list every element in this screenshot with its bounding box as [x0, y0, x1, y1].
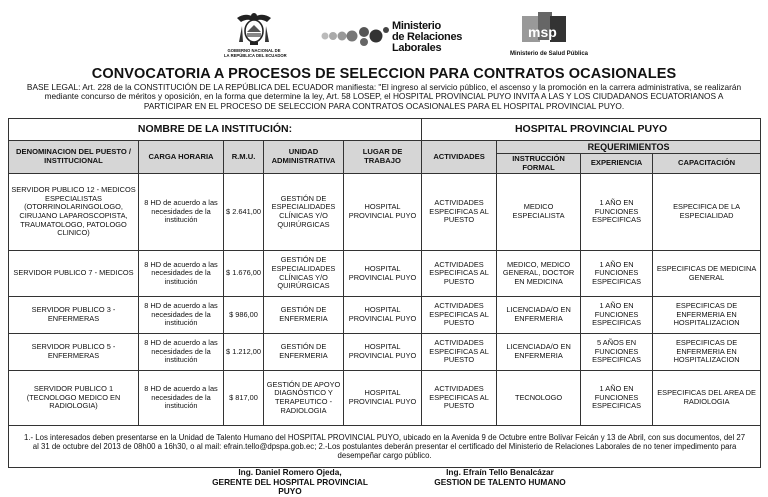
col-actividades: ACTIVIDADES: [422, 141, 497, 174]
cell-puesto: SERVIDOR PUBLICO 1 (TECNOLOGO MEDICO EN RADIOLOGIA): [9, 371, 139, 426]
msp-mark-text: msp: [528, 24, 557, 40]
ministry-health-logo: [510, 12, 589, 57]
cell-instruccion: LICENCIADA/O EN ENFERMERIA: [497, 297, 581, 334]
institution-label: NOMBRE DE LA INSTITUCIÓN:: [9, 119, 422, 141]
cell-capacitacion: ESPECIFICAS DE MEDICINA GENERAL: [653, 251, 761, 297]
cell-actividades: ACTIVIDADES ESPECIFICAS AL PUESTO: [422, 334, 497, 371]
cell-instruccion: MEDICO ESPECIALISTA: [497, 174, 581, 251]
cell-experiencia: 5 AÑOS EN FUNCIONES ESPECIFICAS: [581, 334, 653, 371]
cell-experiencia: 1 AÑO EN FUNCIONES ESPECIFICAS: [581, 297, 653, 334]
cell-rmu: $ 986,00: [224, 297, 264, 334]
institution-row: [9, 119, 761, 141]
cell-instruccion: LICENCIADA/O EN ENFERMERIA: [497, 334, 581, 371]
cell-unidad: GESTIÓN DE ENFERMERIA: [264, 297, 344, 334]
coat-of-arms-icon: [233, 8, 275, 48]
msp-logo-icon: [522, 12, 566, 44]
ministry-labor-text: [392, 21, 462, 54]
cell-carga: 8 HD de acuerdo a las necesidades de la institución: [139, 334, 224, 371]
cell-lugar: HOSPITAL PROVINCIAL PUYO: [344, 251, 422, 297]
cell-puesto: SERVIDOR PUBLICO 3 - ENFERMERAS: [9, 297, 139, 334]
cell-rmu: $ 817,00: [224, 371, 264, 426]
seal-caption-line-2: LA REPÚBLICA DEL ECUADOR: [224, 52, 287, 58]
legal-basis: BASE LEGAL: Art. 228 de la CONSTITUCIÓN DE LA REPÚBLICA DEL ECUADOR manifiesta: "El ingreso al servicio público, el ascenso y la promoción en la carrera administrativa, se realizarán mediante concurso de méritos y oposición, en la forma que determine la ley, Art. 58 LOSEP, el HOSPITAL PROVINCIAL PUYO INVITA A LAS Y LOS CIUDADANOS ECUATORIANOS A PARTICIPAR EN EL PROCESO DE SELECCION PARA CONTRATOS OCASIONALES PARA EL HOSPITAL PROVINCIAL PUYO.: [26, 82, 742, 111]
col-capacitacion: CAPACITACIÓN: [653, 154, 761, 174]
manager-name: Ing. Daniel Romero Ojeda,: [238, 467, 342, 477]
cell-experiencia: 1 AÑO EN FUNCIONES ESPECIFICAS: [581, 251, 653, 297]
footnote: 1.- Los interesados deben presentarse en la Unidad de Talento Humano del HOSPITAL PROVINCIAL PUYO, ubicado en la Avenida 9 de Octubre entre Bolívar Feicán y 13 de Abril, con sus documentos, del 27 al 31 de octubre del 2013 de 08h00 a 16h30, o al mail: efrain.tello@dpspa.gob.ec; 2.-Los postulantes deberán presentar el certificado del Ministerio de Relaciones Laborales de no tener impedimento para desempeñar cargo público.: [9, 426, 761, 468]
cell-rmu: $ 1.212,00: [224, 334, 264, 371]
page-title: CONVOCATORIA A PROCESOS DE SELECCION PARA CONTRATOS OCASIONALES: [91, 66, 677, 82]
cell-carga: 8 HD de acuerdo a las necesidades de la institución: [139, 251, 224, 297]
seal-caption-line-1: GOBIERNO NACIONAL DE: [227, 48, 281, 53]
ministry-health-caption: Ministerio de Salud Pública: [510, 51, 589, 57]
table-row: [9, 297, 761, 334]
header-logos: [0, 6, 768, 66]
cell-actividades: ACTIVIDADES ESPECIFICAS AL PUESTO: [422, 174, 497, 251]
cell-lugar: HOSPITAL PROVINCIAL PUYO: [344, 297, 422, 334]
hr-role: GESTION DE TALENTO HUMANO: [434, 476, 566, 487]
col-requerimientos: REQUERIMIENTOS: [497, 141, 761, 154]
institution-name: HOSPITAL PROVINCIAL PUYO: [422, 119, 761, 141]
col-unidad: UNIDAD ADMINISTRATIVA: [264, 141, 344, 174]
dots-logo-icon: [320, 22, 390, 50]
signature-hr: [410, 468, 590, 487]
cell-actividades: ACTIVIDADES ESPECIFICAS AL PUESTO: [422, 371, 497, 426]
cell-unidad: GESTIÓN DE APOYO DIAGNÓSTICO Y TERAPEUTICO - RADIOLOGIA: [264, 371, 344, 426]
cell-unidad: GESTIÓN DE ESPECIALIDADES CLÍNICAS Y/O QUIRÚRGICAS: [264, 174, 344, 251]
cell-carga: 8 HD de acuerdo a las necesidades de la institución: [139, 297, 224, 334]
hr-name: Ing. Efraín Tello Benalcázar: [446, 467, 554, 477]
cell-actividades: ACTIVIDADES ESPECIFICAS AL PUESTO: [422, 297, 497, 334]
cell-capacitacion: ESPECIFICAS DEL AREA DE RADIOLOGIA: [653, 371, 761, 426]
col-experiencia: EXPERIENCIA: [581, 154, 653, 174]
table-row: [9, 334, 761, 371]
cell-instruccion: MEDICO, MEDICO GENERAL, DOCTOR EN MEDICINA: [497, 251, 581, 297]
cell-lugar: HOSPITAL PROVINCIAL PUYO: [344, 334, 422, 371]
col-lugar: LUGAR DE TRABAJO: [344, 141, 422, 174]
cell-carga: 8 HD de acuerdo a las necesidades de la institución: [139, 174, 224, 251]
cell-puesto: SERVIDOR PUBLICO 5 - ENFERMERAS: [9, 334, 139, 371]
cell-rmu: $ 2.641,00: [224, 174, 264, 251]
ministry-labor-line-1: Ministerio: [392, 20, 441, 32]
cell-lugar: HOSPITAL PROVINCIAL PUYO: [344, 174, 422, 251]
col-puesto: DENOMINACION DEL PUESTO / INSTITUCIONAL: [9, 141, 139, 174]
ministry-labor-line-3: Laborales: [392, 42, 442, 54]
cell-carga: 8 HD de acuerdo a las necesidades de la institución: [139, 371, 224, 426]
positions-table: [8, 118, 761, 468]
table-row: [9, 251, 761, 297]
cell-actividades: ACTIVIDADES ESPECIFICAS AL PUESTO: [422, 251, 497, 297]
cell-capacitacion: ESPECIFICAS DE ENFERMERIA EN HOSPITALIZACION: [653, 334, 761, 371]
cell-capacitacion: ESPECIFICAS DE ENFERMERIA EN HOSPITALIZACION: [653, 297, 761, 334]
col-instruccion: INSTRUCCIÓN FORMAL: [497, 154, 581, 174]
ecuador-seal: [224, 8, 287, 59]
col-rmu: R.M.U.: [224, 141, 264, 174]
cell-experiencia: 1 AÑO EN FUNCIONES ESPECIFICAS: [581, 174, 653, 251]
col-carga: CARGA HORARIA: [139, 141, 224, 174]
cell-puesto: SERVIDOR PUBLICO 12 - MEDICOS ESPECIALISTAS (OTORRINOLARINGOLOGO, CIRUJANO LAPAROSCOPISTA, TRAUMATOLOGO, PATOLOGO CLINICO): [9, 174, 139, 251]
seal-caption: [224, 48, 287, 59]
table-row: [9, 371, 761, 426]
cell-capacitacion: ESPECIFICA DE LA ESPECIALIDAD: [653, 174, 761, 251]
ministry-labor-line-2: de Relaciones: [392, 31, 463, 43]
cell-instruccion: TECNOLOGO: [497, 371, 581, 426]
cell-lugar: HOSPITAL PROVINCIAL PUYO: [344, 371, 422, 426]
footnote-row: [9, 426, 761, 468]
cell-unidad: GESTIÓN DE ESPECIALIDADES CLÍNICAS Y/O QUIRÚRGICAS: [264, 251, 344, 297]
cell-puesto: SERVIDOR PUBLICO 7 - MEDICOS: [9, 251, 139, 297]
table-row: [9, 174, 761, 251]
cell-unidad: GESTIÓN DE ENFERMERIA: [264, 334, 344, 371]
cell-experiencia: 1 AÑO EN FUNCIONES ESPECIFICAS: [581, 371, 653, 426]
header-row: [9, 141, 761, 154]
ministry-labor-logo: [320, 18, 470, 54]
signature-manager: [200, 468, 380, 497]
manager-role: GERENTE DEL HOSPITAL PROVINCIAL PUYO: [212, 476, 368, 496]
cell-rmu: $ 1.676,00: [224, 251, 264, 297]
